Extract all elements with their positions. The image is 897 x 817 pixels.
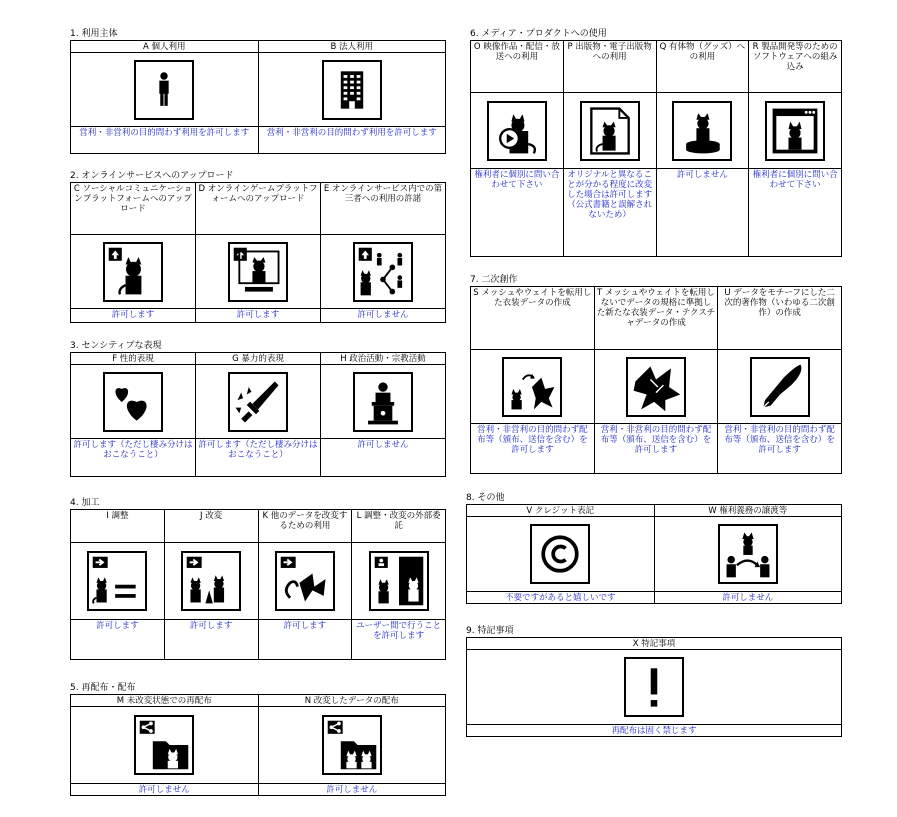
license-table [70, 509, 446, 660]
exclamation-icon [624, 657, 684, 717]
outsource-icon [369, 551, 429, 611]
permission-value: オリジナルと異なることが分かる程度に改変した場合は許可します（公式書籍と誤解されないため） [563, 169, 656, 257]
section-other [466, 492, 842, 604]
section-title: 7. 二次創作 [470, 275, 518, 285]
pen-icon [750, 357, 810, 417]
permission-value: 営利・非営利の目的問わず配布等（頒布、送信を含む）を許可します [718, 424, 842, 474]
license-table [70, 694, 446, 796]
section-title: 4. 加工 [70, 498, 100, 508]
license-table [70, 182, 446, 323]
adjust-icon [87, 551, 147, 611]
permission-value: 営利・非営利の目的問わず利用を許可します [258, 127, 446, 154]
column-header: C ソーシャルコミュニケーションプラットフォームへのアップロード [71, 183, 196, 235]
column-header: D オンラインゲームプラットフォームへのアップロード [196, 183, 321, 235]
section-derivative-works [470, 274, 842, 474]
permission-value: 許可します [164, 620, 258, 660]
permission-value: 許可します [71, 309, 196, 323]
distribute-modified-icon [322, 715, 382, 775]
permission-value: 営利・非営利の目的問わず配布等（頒布、送信を含む）を許可します [471, 424, 595, 474]
column-header: P 出版物・電子出版物への利用 [563, 41, 656, 93]
permission-value: 再配布は固く禁じます [467, 725, 842, 737]
section-title: 5. 再配布・配布 [70, 683, 136, 693]
permission-value: 許可します [196, 309, 321, 323]
section-special-notes [466, 625, 842, 737]
share-people-icon [353, 242, 413, 302]
publication-icon [580, 101, 640, 161]
license-table [466, 637, 842, 737]
permission-value: 許可しません [71, 784, 259, 796]
goods-icon [672, 101, 732, 161]
column-header: A 個人利用 [71, 41, 259, 53]
section-title: 6. メディア・プロダクトへの使用 [470, 29, 607, 39]
permission-value: 許可します（ただし棲み分けはおこなうこと） [71, 439, 196, 477]
column-header: M 未改変状態での再配布 [71, 695, 259, 707]
permission-value: 営利・非営利の目的問わず利用を許可します [71, 127, 259, 154]
column-header: T メッシュやウェイトを転用しないでデータの規格に準拠した新たな衣装データ・テクスチャデータの作成 [594, 287, 718, 350]
column-header: S メッシュやウェイトを転用した衣装データの作成 [471, 287, 595, 350]
transfer-icon [718, 524, 778, 584]
modify-icon [181, 551, 241, 611]
license-table [70, 40, 446, 154]
column-header: H 政治活動・宗教活動 [321, 353, 446, 365]
column-header: E オンラインサービス内での第三者への利用の許諾 [321, 183, 446, 235]
column-header: V クレジット表記 [467, 505, 655, 517]
column-header: X 特記事項 [467, 638, 842, 650]
column-header: G 暴力的表現 [196, 353, 321, 365]
hearts-icon [103, 372, 163, 432]
column-header: O 映像作品・配信・放送への利用 [471, 41, 564, 93]
column-header: L 調整・改変の外部委託 [352, 510, 446, 543]
software-icon [765, 101, 825, 161]
column-header: K 他のデータを改変するための利用 [258, 510, 352, 543]
section-title: 8. その他 [466, 493, 505, 503]
video-icon [487, 101, 547, 161]
permission-value: 権利者に個別に問い合わせて下さい [471, 169, 564, 257]
column-header: Q 有体物（グッズ）への利用 [656, 41, 749, 93]
section-processing [70, 497, 446, 660]
permission-value: 許可しません [656, 169, 749, 257]
section-title: 2. オンラインサービスへのアップロード [70, 171, 234, 181]
upload-cat-icon [103, 242, 163, 302]
building-icon [322, 60, 382, 120]
column-header: U データをモチーフにした二次的著作物（いわゆる二次創作）の作成 [718, 287, 842, 350]
permission-value: 許可しません [258, 784, 446, 796]
column-header: F 性的表現 [71, 353, 196, 365]
permission-value: 不要ですがあると嬉しいです [467, 592, 655, 604]
permission-value: 許可します（ただし棲み分けはおこなうこと） [196, 439, 321, 477]
section-online-upload [70, 170, 446, 323]
section-media-product [470, 28, 842, 257]
person-icon [134, 60, 194, 120]
section-redistribution [70, 682, 446, 796]
license-table [70, 352, 446, 477]
permission-value: 許可しません [654, 592, 842, 604]
knife-icon [228, 372, 288, 432]
section-title: 3. センシティブな表現 [70, 341, 162, 351]
column-header: I 調整 [71, 510, 165, 543]
column-header: R 製品開発等のためのソフトウェアへの組み込み [749, 41, 842, 93]
permission-value: 許可します [71, 620, 165, 660]
costume-mesh-icon [502, 357, 562, 417]
section-sensitive-expression [70, 340, 446, 477]
other-data-icon [275, 551, 335, 611]
section-usage-subject [70, 28, 446, 154]
column-header: W 権利義務の譲渡等 [654, 505, 842, 517]
permission-value: 権利者に個別に問い合わせて下さい [749, 169, 842, 257]
section-title: 1. 利用主体 [70, 29, 118, 39]
permission-value: 営利・非営利の目的問わず配布等（頒布、送信を含む）を許可します [594, 424, 718, 474]
license-table [466, 504, 842, 604]
permission-value: 許可します [258, 620, 352, 660]
copyright-icon [530, 524, 590, 584]
permission-value: 許可しません [321, 309, 446, 323]
game-cat-icon [228, 242, 288, 302]
permission-value: ユーザー間で行うことを許可します [352, 620, 446, 660]
column-header: J 改変 [164, 510, 258, 543]
permission-value: 許可しません [321, 439, 446, 477]
license-table [470, 286, 842, 474]
column-header: N 改変したデータの配布 [258, 695, 446, 707]
redistribute-icon [134, 715, 194, 775]
podium-icon [353, 372, 413, 432]
license-table [470, 40, 842, 257]
costume-new-icon [626, 357, 686, 417]
column-header: B 法人利用 [258, 41, 446, 53]
section-title: 9. 特記事項 [466, 626, 514, 636]
